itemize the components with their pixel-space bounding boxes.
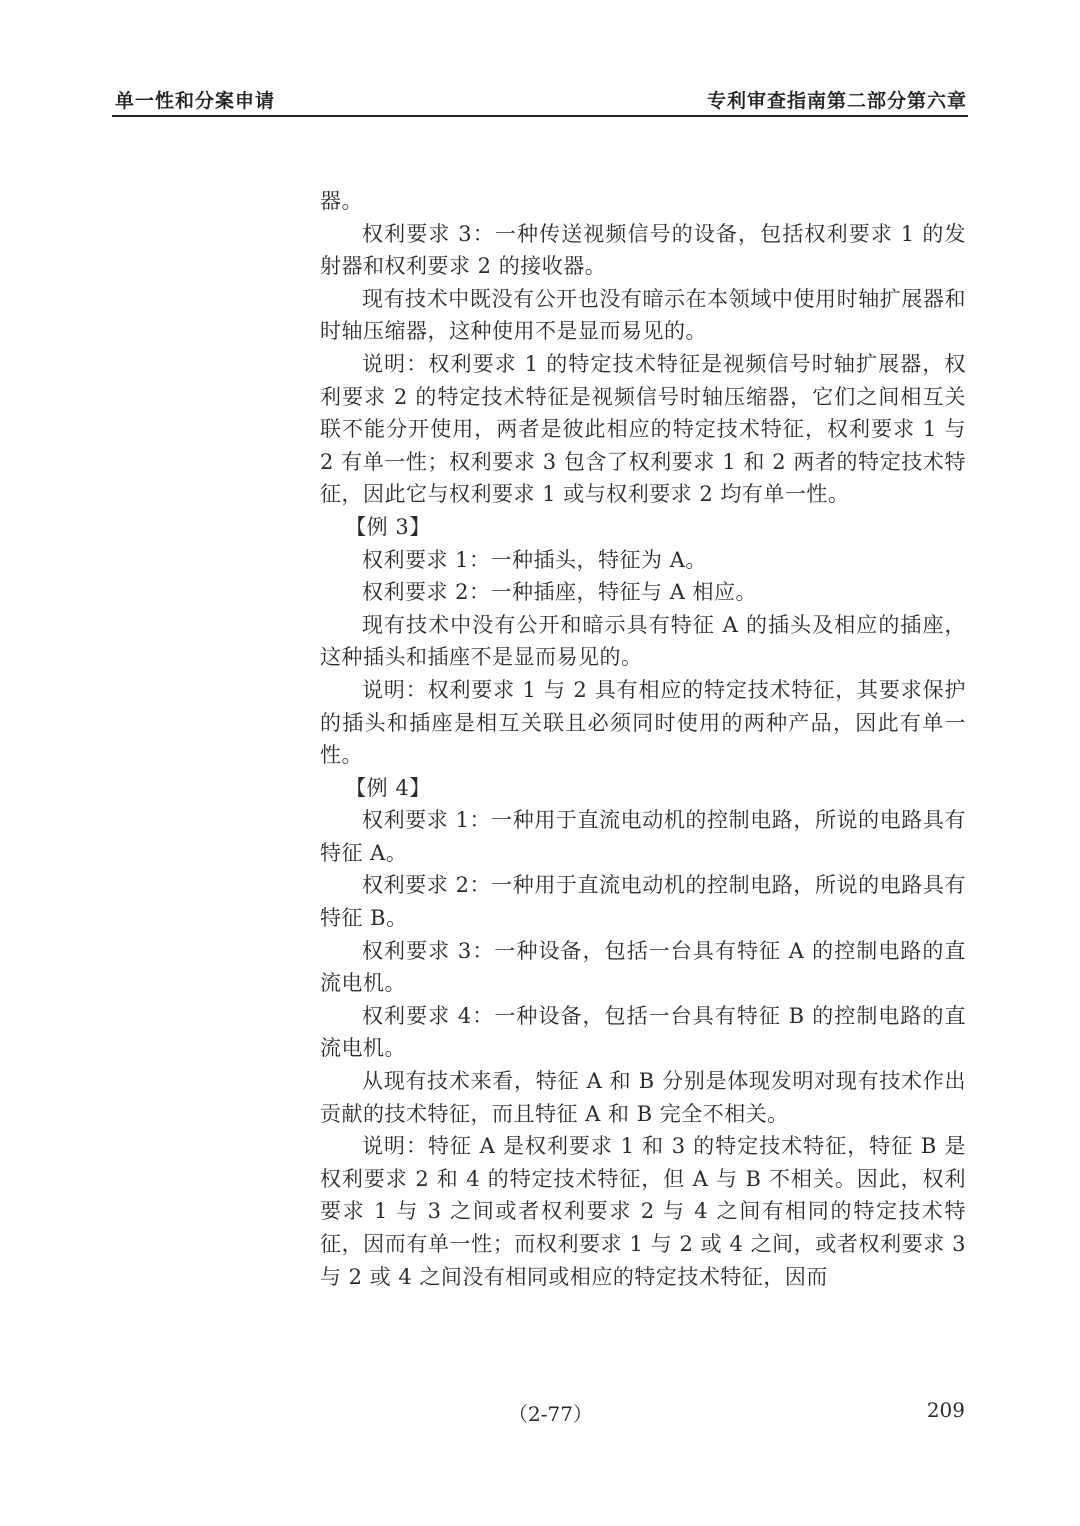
paragraph: 说明：特征 A 是权利要求 1 和 3 的特定技术特征，特征 B 是权利要求 2 和 4 的特定技术特征，但 A 与 B 不相关。因此，权利要求 1 与 3 之间或者权利要求 2 与 4 之间有相同的特定技术特征，因而有单一性；而权利要求 1 与 2 或 4 之间，或者权利要求 3 与 2 或 4 之间没有相同或相应的特定技术特征，因而 [320, 1134, 966, 1289]
section-page-number: （2-77） [508, 1402, 593, 1426]
paragraph: 权利要求 3：一种设备，包括一台具有特征 A 的控制电路的直流电机。 [320, 938, 966, 996]
paragraph: 现有技术中既没有公开也没有暗示在本领域中使用时轴扩展器和时轴压缩器，这种使用不是显而易见的。 [320, 286, 966, 344]
body-text [320, 185, 966, 1293]
paragraph: 权利要求 1：一种插头，特征为 A。 [362, 547, 707, 572]
paragraph: 说明：权利要求 1 的特定技术特征是视频信号时轴扩展器，权利要求 2 的特定技术特征是视频信号时轴压缩器，它们之间相互关联不能分开使用，两者是彼此相应的特定技术特征，权利要求 1 与 2 有单一性；权利要求 3 包含了权利要求 1 和 2 两者的特定技术特征，因此它与权利要求 1 或与权利要求 2 均有单一性。 [320, 351, 966, 507]
header-rule [112, 115, 968, 117]
example-heading: 【例 4】 [345, 775, 431, 800]
paragraph: 从现有技术来看，特征 A 和 B 分别是体现发明对现有技术作出贡献的技术特征，而且特征 A 和 B 完全不相关。 [320, 1069, 966, 1126]
example-heading: 【例 3】 [345, 514, 431, 539]
paragraph: 权利要求 2：一种插座，特征与 A 相应。 [362, 580, 758, 605]
paragraph: 权利要求 4：一种设备，包括一台具有特征 B 的控制电路的直流电机。 [320, 1003, 966, 1061]
header-chapter-title: 专利审查指南第二部分第六章 [706, 90, 967, 112]
paragraph: 权利要求 2：一种用于直流电动机的控制电路，所说的电路具有特征 B。 [320, 873, 966, 931]
paragraph: 现有技术中没有公开和暗示具有特征 A 的插头及相应的插座，这种插头和插座不是显而易见的。 [320, 612, 966, 670]
paragraph: 权利要求 3：一种传送视频信号的设备，包括权利要求 1 的发射器和权利要求 2 的接收器。 [320, 221, 966, 279]
paragraph: 说明：权利要求 1 与 2 具有相应的特定技术特征，其要求保护的插头和插座是相互关联且必须同时使用的两种产品，因此有单一性。 [320, 677, 966, 768]
running-header [115, 86, 967, 116]
paragraph: 器。 [320, 189, 363, 213]
header-section-title: 单一性和分案申请 [115, 90, 276, 112]
page-number: 209 [926, 1398, 965, 1422]
paragraph: 权利要求 1：一种用于直流电动机的控制电路，所说的电路具有特征 A。 [320, 808, 966, 865]
